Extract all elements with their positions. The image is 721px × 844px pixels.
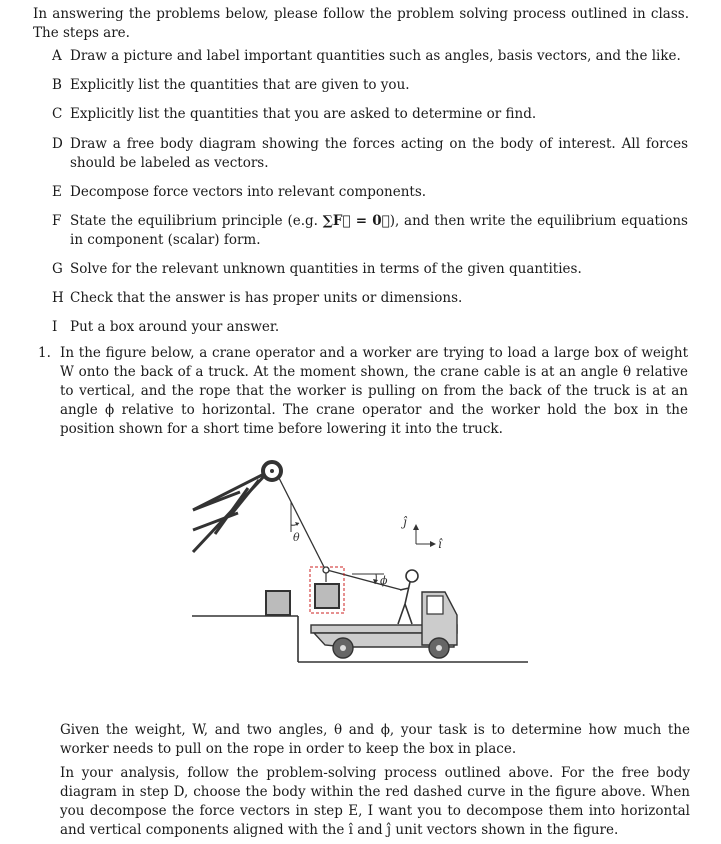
hook-ring (323, 567, 329, 573)
step-letter: F (52, 213, 62, 229)
step-text: Put a box around your answer. (70, 319, 280, 335)
phi-label: ϕ (380, 574, 388, 587)
intro-text: In answering the problems below, please follow the problem solving process outlined in class. The steps are. (33, 6, 689, 41)
crane-boom (193, 472, 268, 552)
step-f-post: ), and then write the equilibrium equations in component (scalar) form. (70, 213, 688, 248)
step-letter: G (52, 261, 63, 277)
worker (398, 570, 418, 624)
step-f-equation: ∑F⃗ = 0⃗ (322, 213, 390, 229)
theta-label: θ (293, 531, 300, 544)
paragraph-given: Given the weight, W, and two angles, θ and ϕ, your task is to determine how much the worker needs to pull on the rope in order to keep the box in place. (60, 722, 690, 757)
step-text: Decompose force vectors into relevant components. (70, 184, 427, 200)
step-text: Explicitly list the quantities that are given to you. (70, 77, 410, 93)
step-text: Check that the answer is has proper units or dimensions. (70, 290, 463, 306)
step-text: Draw a free body diagram showing the forces acting on the body of interest. All forces should be labeled as vectors. (70, 136, 688, 171)
problem-text: In the figure below, a crane operator and a worker are trying to load a large box of weight W onto the back of a truck. At the moment shown, the crane cable is at an angle θ relative to vertical, and the rope that the worker is pulling on from the back of the truck is at an angle ϕ relative to horizontal. The crane operator and the worker hold the box in the position shown for a short time before lowering it into the truck. (60, 345, 688, 437)
paragraph-analysis: In your analysis, follow the problem-solving process outlined above. For the free body diagram in step D, choose the body within the red dashed curve in the figure above. When you decompose the force vectors in step E, I want you to decompose them into horizontal and vertical components aligned with the î and ĵ unit vectors shown in the figure. (60, 765, 690, 838)
j-hat-label: ĵ (403, 515, 407, 529)
step-f-pre: State the equilibrium principle (e.g. (70, 213, 323, 229)
step-letter: D (52, 136, 63, 152)
step-text: Draw a picture and label important quantities such as angles, basis vectors, and the like. (70, 48, 681, 64)
hanging-box (315, 584, 339, 608)
crane-cable (278, 476, 325, 569)
step-letter: E (52, 184, 62, 200)
step-letter: I (52, 319, 58, 335)
step-letter: H (52, 290, 64, 306)
step-letter: C (52, 106, 63, 122)
unit-vectors (401, 515, 443, 551)
step-text: Solve for the relevant unknown quantities in terms of the given quantities. (70, 261, 582, 277)
step-letter: A (52, 48, 62, 64)
step-letter: B (52, 77, 62, 93)
step-text: Explicitly list the quantities that you are asked to determine or find. (70, 106, 537, 122)
i-hat-label: î (438, 537, 442, 551)
ground-box (266, 591, 290, 615)
problem-number: 1. (38, 345, 51, 361)
